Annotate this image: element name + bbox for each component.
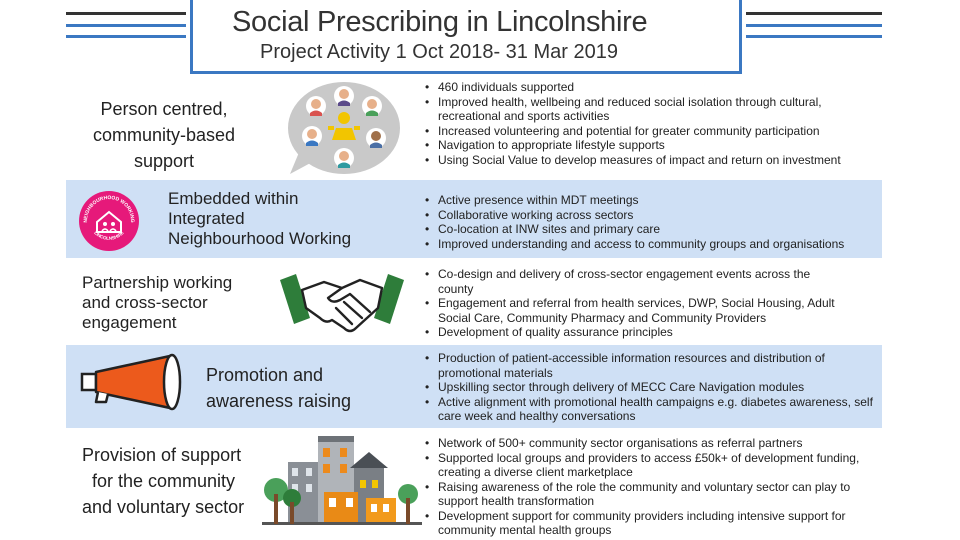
bullet-list-provision [424, 436, 880, 538]
logo-text-bottom: LINCOLNSHIRE [93, 230, 125, 241]
list-item: • Production of patient-accessible information resources and distribution of promotional materials [424, 351, 882, 380]
people-speech-bubble-icon [282, 78, 412, 178]
bullet-list-promotion [424, 351, 882, 424]
section-heading-partnership: Partnership working and cross-sector engagement [82, 273, 233, 332]
list-item: • Active presence within MDT meetings [424, 193, 880, 208]
list-item: • Active alignment with promotional health campaigns e.g. diabetes awareness, self care week and healthy conversations [424, 395, 882, 424]
section-heading-promotion: Promotion and awareness raising [206, 365, 352, 411]
section-heading-person-centred: Person centred, community-based support [92, 99, 236, 171]
list-item: • 460 individuals supported [424, 80, 884, 95]
header-line-left-dark [66, 12, 186, 15]
neighbourhood-working-logo [78, 190, 140, 252]
section-heading-provision: Provision of support for the community and voluntary sector [82, 445, 245, 517]
list-item: • Improved health, wellbeing and reduced social isolation through cultural, recreational and sports activities [424, 95, 884, 124]
header-line-right-blue [746, 24, 882, 27]
logo-text-top: NEIGHBOURHOOD WORKING [82, 194, 136, 223]
header-line-left-blue [66, 24, 186, 27]
list-item: • Supported local groups and providers to access £50k+ of development funding, creating a diverse client marketplace [424, 451, 880, 480]
bullet-list-neighbourhood [424, 193, 880, 251]
header-line-left-blue-2 [66, 35, 186, 38]
list-item: • Upskilling sector through delivery of MECC Care Navigation modules [424, 380, 882, 395]
bullet-list-partnership [424, 267, 844, 340]
list-item: • Improved understanding and access to community groups and organisations [424, 237, 880, 252]
list-item: • Using Social Value to develop measures of impact and return on investment [424, 153, 884, 168]
list-item: • Development support for community providers including intensive support for community mental health groups [424, 509, 880, 538]
list-item: • Navigation to appropriate lifestyle supports [424, 138, 884, 153]
list-item: • Engagement and referral from health services, DWP, Social Housing, Adult Social Care, Community Pharmacy and Community Providers [424, 296, 844, 325]
page-subtitle: Project Activity 1 Oct 2018- 31 Mar 2019 [260, 41, 618, 63]
list-item: • Increased volunteering and potential for greater community participation [424, 124, 884, 139]
page-title: Social Prescribing in Lincolnshire [232, 6, 648, 38]
list-item: • Co-location at INW sites and primary care [424, 222, 880, 237]
list-item: • Network of 500+ community sector organisations as referral partners [424, 436, 880, 451]
header-line-right-blue-2 [746, 35, 882, 38]
community-buildings-icon [262, 432, 422, 532]
list-item: • Raising awareness of the role the community and voluntary sector can play to support health transformation [424, 480, 880, 509]
list-item: • Co-design and delivery of cross-sector engagement events across the county [424, 267, 844, 296]
header-line-right-dark [746, 12, 882, 15]
bullet-list-person-centred [424, 80, 884, 167]
handshake-icon [272, 268, 412, 338]
list-item: • Development of quality assurance principles [424, 325, 844, 340]
megaphone-icon [80, 352, 190, 412]
list-item: • Collaborative working across sectors [424, 208, 880, 223]
section-heading-neighbourhood: Embedded within Integrated Neighbourhood Working [168, 189, 352, 248]
